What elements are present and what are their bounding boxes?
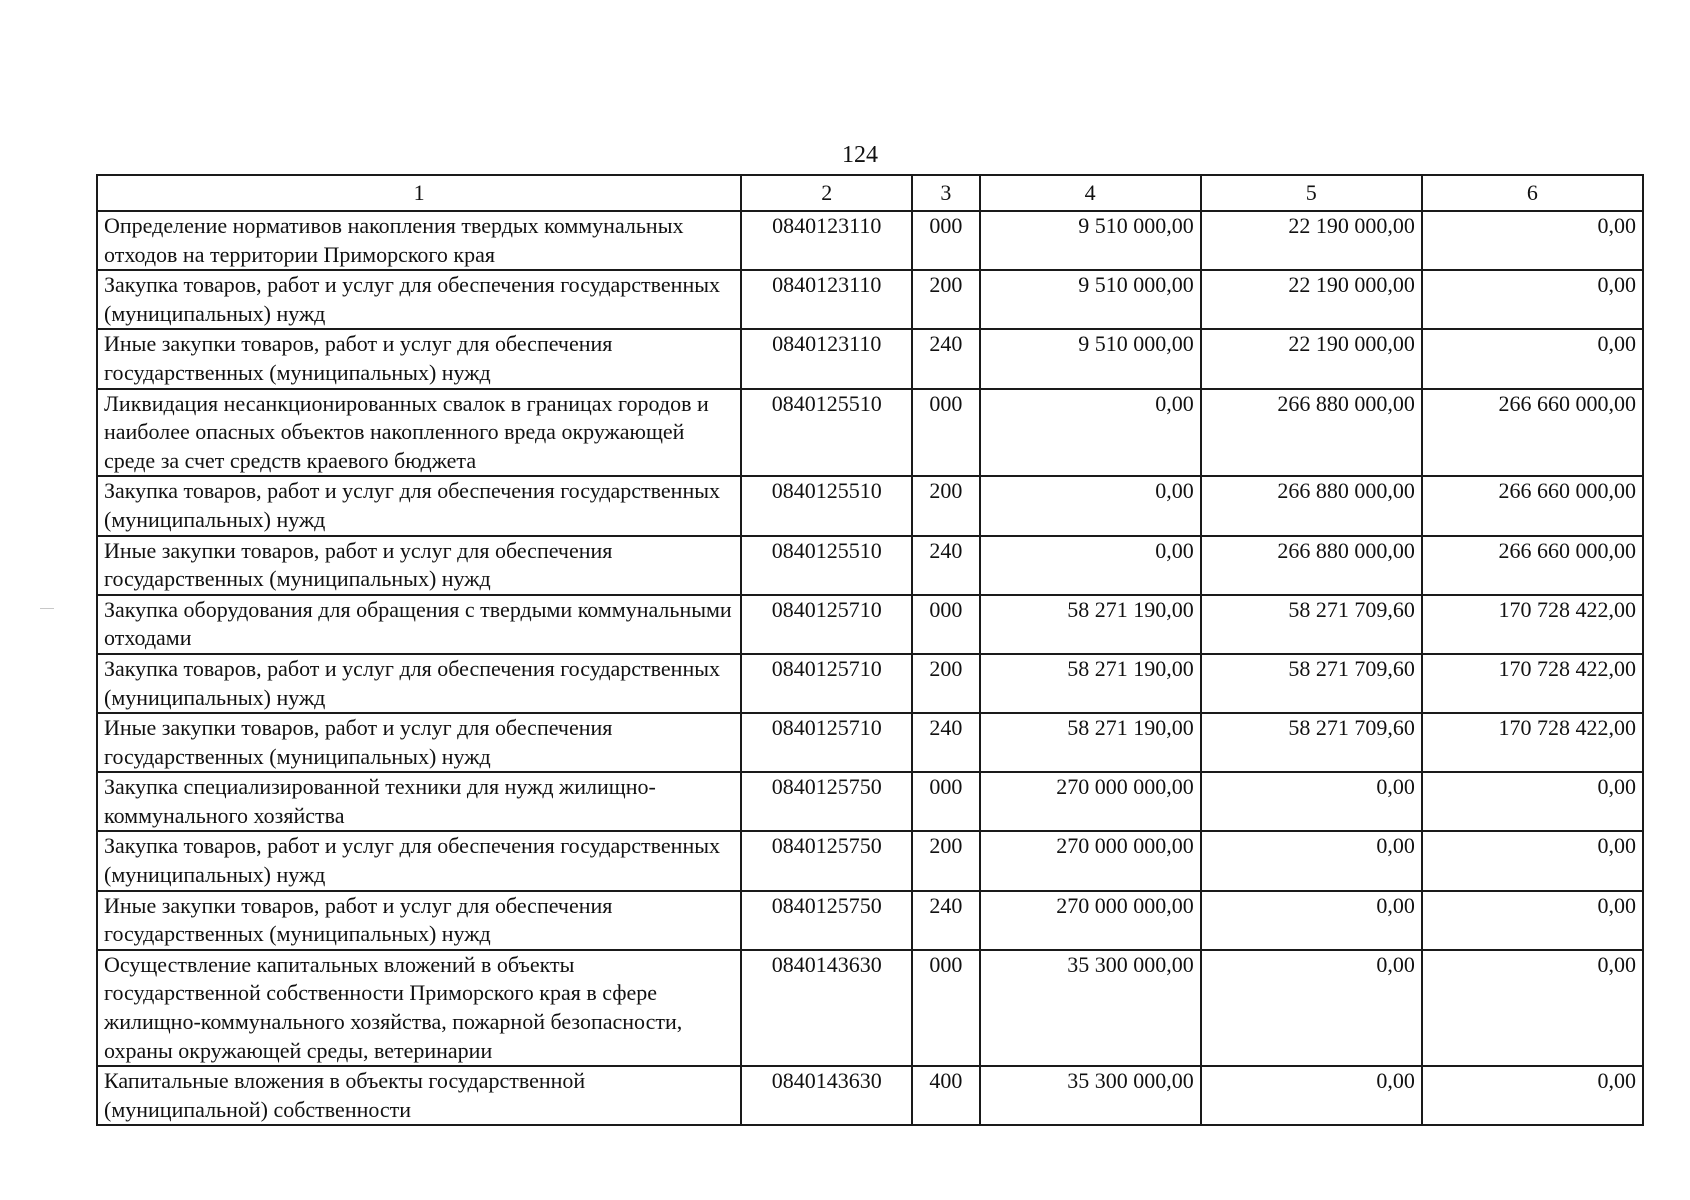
row-expense-type: 200 [912,654,979,713]
table-row [97,831,1643,890]
row-name: Закупка оборудования для обращения с твердыми коммунальными отходами [97,595,741,654]
row-expense-type: 000 [912,211,979,270]
row-name: Закупка товаров, работ и услуг для обеспечения государственных (муниципальных) нужд [97,654,741,713]
row-amount-col5: 0,00 [1201,772,1422,831]
table-row [97,1066,1643,1125]
row-amount-col5: 58 271 709,60 [1201,654,1422,713]
row-amount-col4: 9 510 000,00 [980,211,1201,270]
row-amount-col6: 170 728 422,00 [1422,595,1643,654]
row-name: Иные закупки товаров, работ и услуг для обеспечения государственных (муниципальных) нужд [97,713,741,772]
row-code: 0840143630 [741,1066,912,1125]
table-row [97,211,1643,270]
page-number: 124 [842,142,878,168]
row-amount-col4: 58 271 190,00 [980,595,1201,654]
row-amount-col6: 0,00 [1422,1066,1643,1125]
table-header [97,175,1643,211]
budget-table [96,174,1644,1126]
row-amount-col5: 22 190 000,00 [1201,270,1422,329]
column-header-2: 2 [741,175,912,211]
row-name: Иные закупки товаров, работ и услуг для обеспечения государственных (муниципальных) нужд [97,536,741,595]
row-expense-type: 240 [912,891,979,950]
row-expense-type: 240 [912,536,979,595]
row-amount-col6: 266 660 000,00 [1422,476,1643,535]
table-row [97,476,1643,535]
row-code: 0840125750 [741,891,912,950]
table-row [97,713,1643,772]
row-amount-col4: 270 000 000,00 [980,891,1201,950]
column-header-4: 4 [980,175,1201,211]
row-amount-col6: 0,00 [1422,270,1643,329]
table-row [97,654,1643,713]
row-amount-col6: 266 660 000,00 [1422,536,1643,595]
row-expense-type: 000 [912,772,979,831]
row-code: 0840125710 [741,595,912,654]
table-row [97,536,1643,595]
row-amount-col4: 0,00 [980,536,1201,595]
row-amount-col6: 0,00 [1422,329,1643,388]
row-name: Закупка товаров, работ и услуг для обеспечения государственных (муниципальных) нужд [97,270,741,329]
row-amount-col5: 22 190 000,00 [1201,329,1422,388]
row-amount-col5: 58 271 709,60 [1201,595,1422,654]
row-amount-col5: 0,00 [1201,831,1422,890]
row-amount-col6: 266 660 000,00 [1422,389,1643,477]
table-body [97,211,1643,1125]
row-expense-type: 000 [912,389,979,477]
row-name: Закупка товаров, работ и услуг для обеспечения государственных (муниципальных) нужд [97,831,741,890]
row-amount-col5: 0,00 [1201,1066,1422,1125]
row-amount-col6: 0,00 [1422,211,1643,270]
row-amount-col4: 9 510 000,00 [980,270,1201,329]
row-code: 0840123110 [741,270,912,329]
column-header-3: 3 [912,175,979,211]
row-amount-col5: 266 880 000,00 [1201,476,1422,535]
table-row [97,270,1643,329]
row-name: Закупка товаров, работ и услуг для обеспечения государственных (муниципальных) нужд [97,476,741,535]
row-expense-type: 000 [912,950,979,1066]
row-amount-col6: 0,00 [1422,950,1643,1066]
row-code: 0840123110 [741,211,912,270]
header-row [97,175,1643,211]
row-name: Иные закупки товаров, работ и услуг для обеспечения государственных (муниципальных) нужд [97,329,741,388]
row-code: 0840123110 [741,329,912,388]
row-amount-col6: 170 728 422,00 [1422,654,1643,713]
row-amount-col5: 266 880 000,00 [1201,536,1422,595]
row-amount-col4: 58 271 190,00 [980,713,1201,772]
column-header-5: 5 [1201,175,1422,211]
row-expense-type: 200 [912,831,979,890]
row-code: 0840125710 [741,713,912,772]
row-expense-type: 240 [912,713,979,772]
row-code: 0840143630 [741,950,912,1066]
row-expense-type: 400 [912,1066,979,1125]
row-amount-col5: 22 190 000,00 [1201,211,1422,270]
row-code: 0840125510 [741,476,912,535]
table-row [97,772,1643,831]
column-header-1: 1 [97,175,741,211]
row-amount-col5: 0,00 [1201,891,1422,950]
row-amount-col5: 0,00 [1201,950,1422,1066]
row-name: Иные закупки товаров, работ и услуг для обеспечения государственных (муниципальных) нужд [97,891,741,950]
row-code: 0840125710 [741,654,912,713]
row-amount-col6: 0,00 [1422,772,1643,831]
row-name: Закупка специализированной техники для нужд жилищно-коммунального хозяйства [97,772,741,831]
row-expense-type: 200 [912,270,979,329]
row-amount-col4: 58 271 190,00 [980,654,1201,713]
column-header-6: 6 [1422,175,1643,211]
row-name: Ликвидация несанкционированных свалок в границах городов и наиболее опасных объектов накопленного вреда окружающей среде за счет средств краевого бюджета [97,389,741,477]
row-name: Определение нормативов накопления твердых коммунальных отходов на территории Приморского края [97,211,741,270]
row-amount-col6: 0,00 [1422,891,1643,950]
row-amount-col4: 35 300 000,00 [980,950,1201,1066]
row-amount-col4: 0,00 [980,476,1201,535]
row-expense-type: 240 [912,329,979,388]
row-name: Капитальные вложения в объекты государственной (муниципальной) собственности [97,1066,741,1125]
row-code: 0840125750 [741,831,912,890]
row-code: 0840125510 [741,536,912,595]
scan-mark [40,608,54,609]
row-amount-col4: 0,00 [980,389,1201,477]
row-amount-col6: 0,00 [1422,831,1643,890]
row-expense-type: 200 [912,476,979,535]
row-expense-type: 000 [912,595,979,654]
row-amount-col5: 58 271 709,60 [1201,713,1422,772]
table-row [97,389,1643,477]
table-row [97,329,1643,388]
row-amount-col4: 35 300 000,00 [980,1066,1201,1125]
table-row [97,595,1643,654]
row-amount-col6: 170 728 422,00 [1422,713,1643,772]
row-amount-col4: 270 000 000,00 [980,831,1201,890]
row-name: Осуществление капитальных вложений в объекты государственной собственности Приморского края в сфере жилищно-коммунального хозяйства, пожарной безопасности, охраны окружающей среды, ветеринарии [97,950,741,1066]
row-amount-col4: 270 000 000,00 [980,772,1201,831]
table-row [97,950,1643,1066]
row-code: 0840125510 [741,389,912,477]
row-amount-col4: 9 510 000,00 [980,329,1201,388]
row-code: 0840125750 [741,772,912,831]
row-amount-col5: 266 880 000,00 [1201,389,1422,477]
table-row [97,891,1643,950]
